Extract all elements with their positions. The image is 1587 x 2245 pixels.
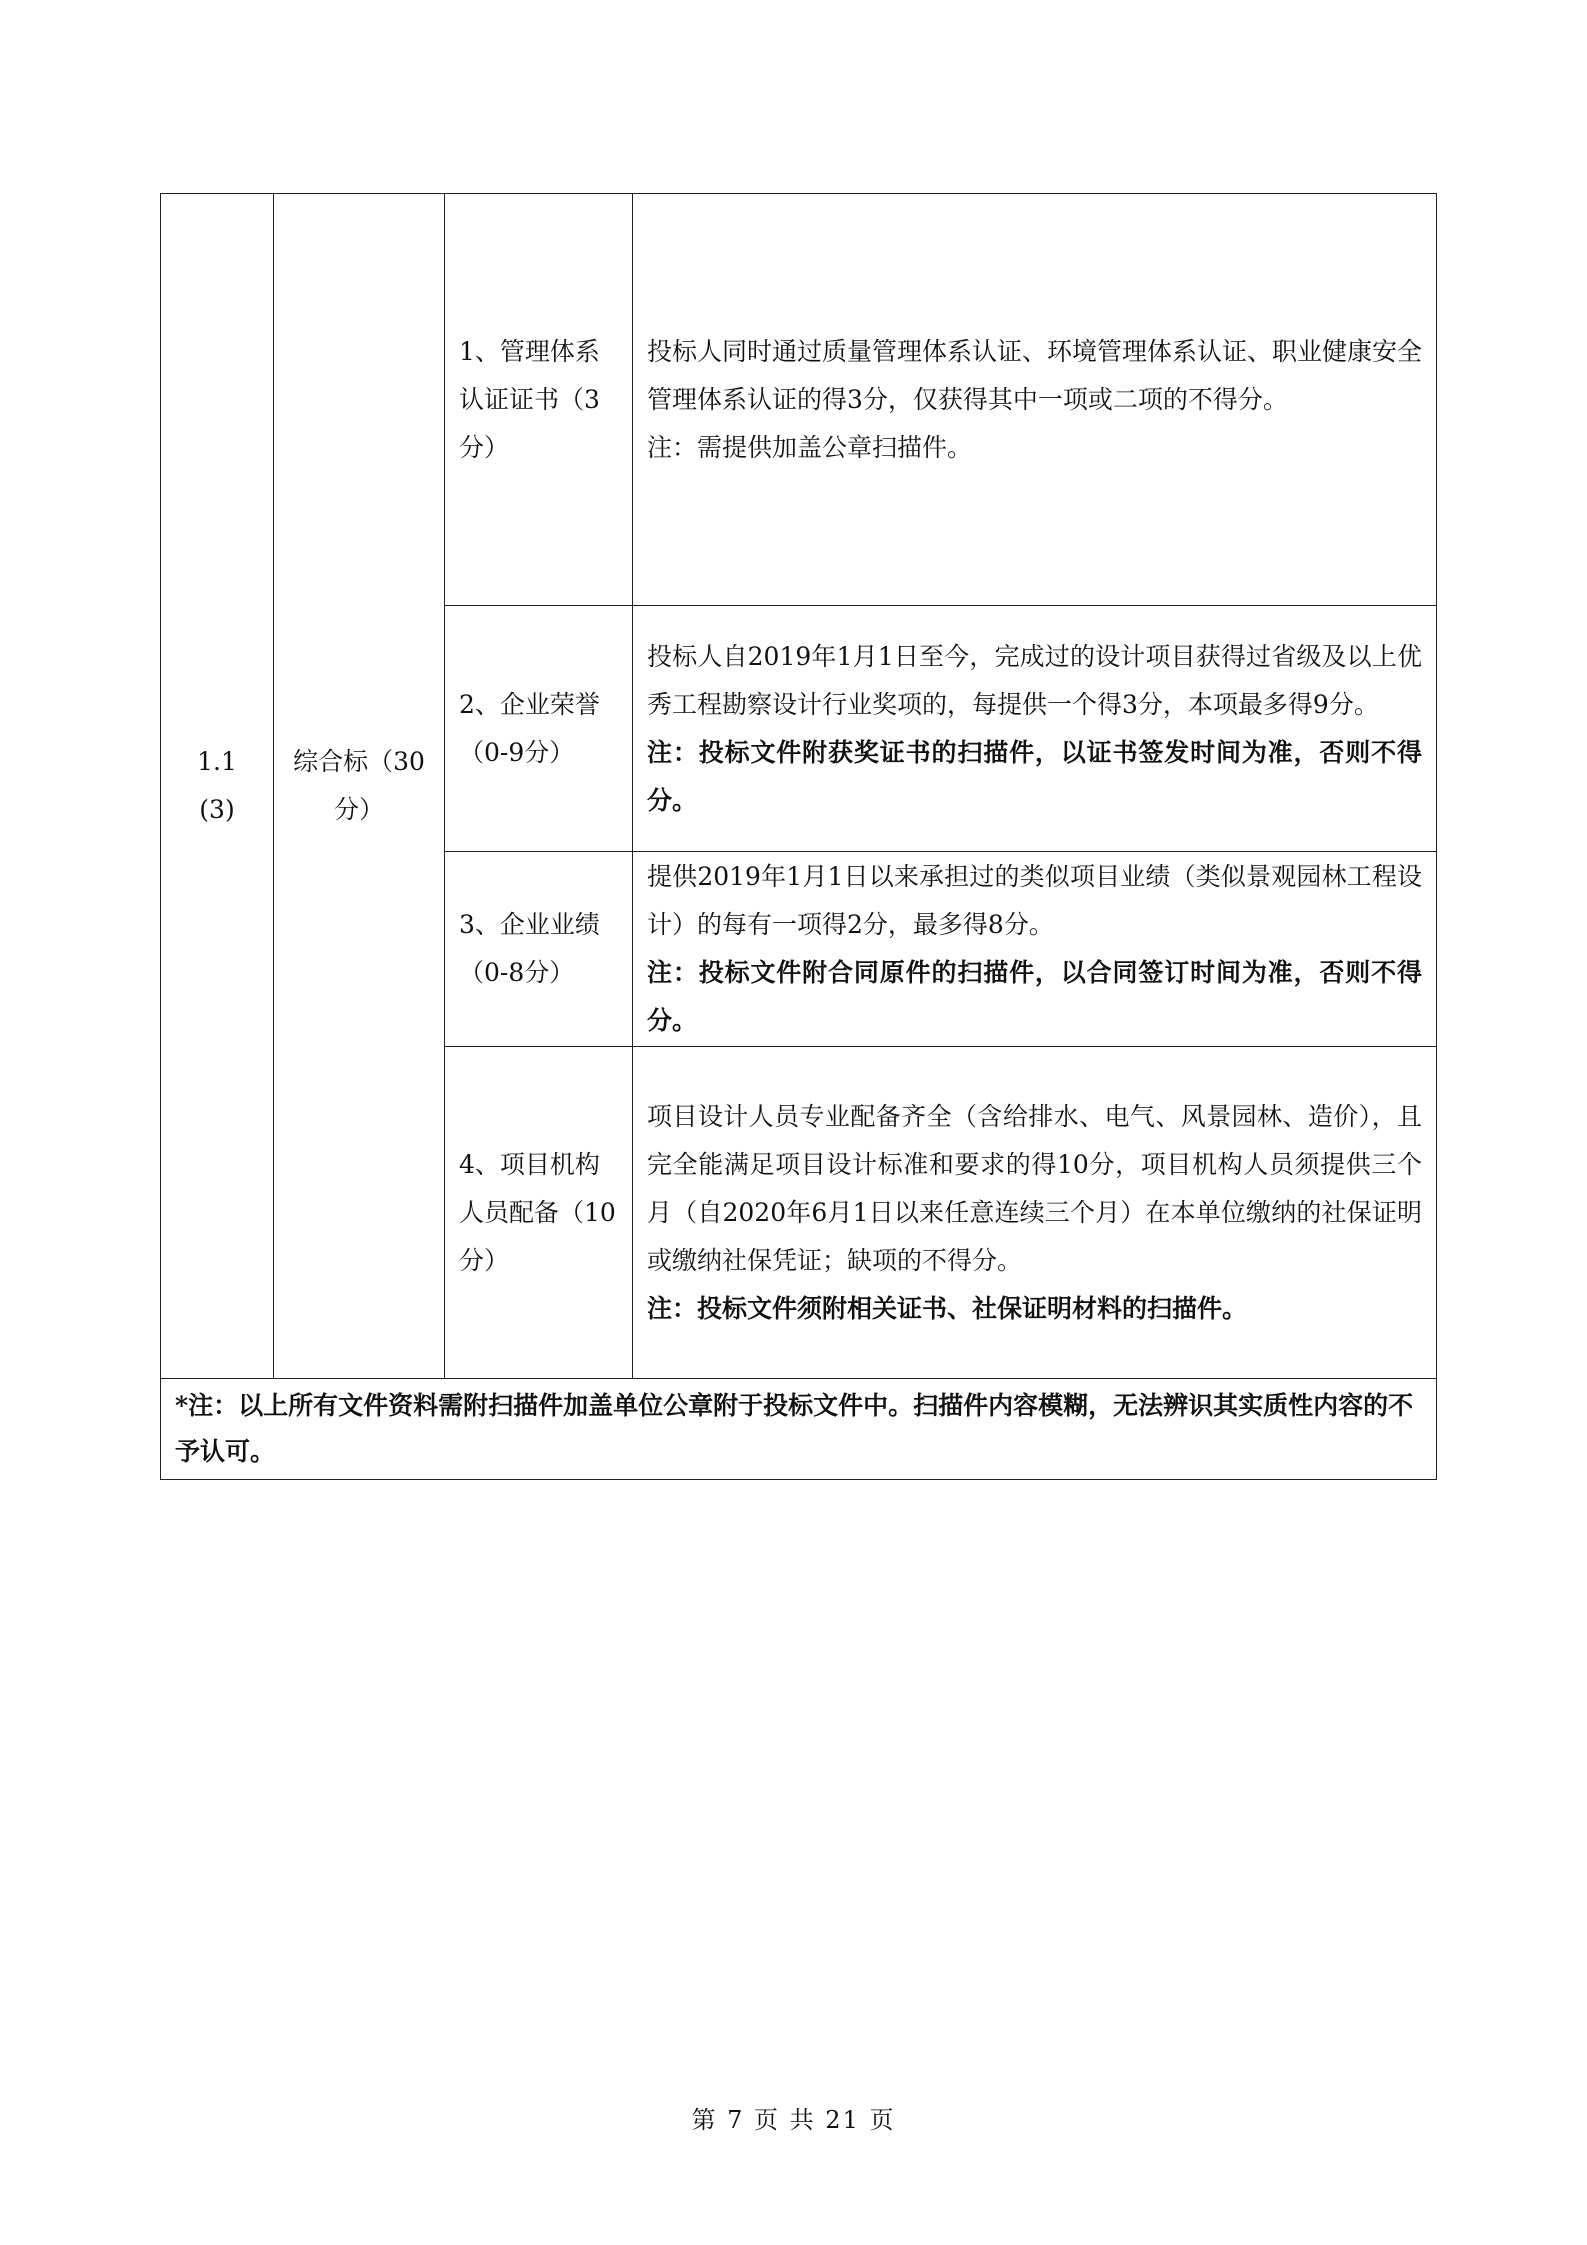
page-number: 第 7 页 共 21 页 bbox=[691, 2106, 896, 2134]
description-text: 提供2019年1月1日以来承担过的类似项目业绩（类似景观园林工程设计）的每有一项得2分，最多得8分。 bbox=[647, 862, 1422, 939]
item-label: 3、企业业绩（0-8分） bbox=[445, 852, 633, 1047]
item-label: 2、企业荣誉（0-9分） bbox=[445, 606, 633, 852]
table-row bbox=[161, 194, 1437, 606]
description-note: 注：投标文件附获奖证书的扫描件，以证书签发时间为准，否则不得分。 bbox=[647, 737, 1422, 815]
item-description bbox=[633, 606, 1437, 852]
scoring-table bbox=[160, 193, 1437, 1480]
description-note: 注：投标文件须附相关证书、社保证明材料的扫描件。 bbox=[647, 1293, 1248, 1323]
description-note: 注：需提供加盖公章扫描件。 bbox=[647, 432, 973, 462]
description-text: 投标人同时通过质量管理体系认证、环境管理体系认证、职业健康安全管理体系认证的得3分，仅获得其中一项或二项的不得分。 bbox=[647, 336, 1423, 414]
item-label: 1、管理体系认证证书（3分） bbox=[445, 194, 633, 606]
description-text: 项目设计人员专业配备齐全（含给排水、电气、风景园林、造价），且完全能满足项目设计标准和要求的得10分，项目机构人员须提供三个月（自2020年6月1日以来任意连续三个月）在本单位缴纳的社保证明或缴纳社保凭证；缺项的不得分。 bbox=[647, 1101, 1422, 1275]
section-category: 综合标（30分） bbox=[274, 194, 445, 1379]
table-row bbox=[161, 1379, 1437, 1480]
item-description bbox=[633, 852, 1437, 1047]
item-description bbox=[633, 1047, 1437, 1379]
description-note: 注：投标文件附合同原件的扫描件，以合同签订时间为准，否则不得分。 bbox=[647, 958, 1422, 1035]
section-number bbox=[161, 194, 274, 1379]
section-number-line1: 1.1 bbox=[197, 747, 237, 776]
section-number-line2: (3) bbox=[199, 795, 235, 824]
description-text: 投标人自2019年1月1日至今，完成过的设计项目获得过省级及以上优秀工程勘察设计行业奖项的，每提供一个得3分，本项最多得9分。 bbox=[647, 641, 1422, 719]
table-footnote: *注：以上所有文件资料需附扫描件加盖单位公章附于投标文件中。扫描件内容模糊，无法辨识其实质性内容的不予认可。 bbox=[161, 1379, 1437, 1480]
item-label: 4、项目机构人员配备（10分） bbox=[445, 1047, 633, 1379]
item-description bbox=[633, 194, 1437, 606]
